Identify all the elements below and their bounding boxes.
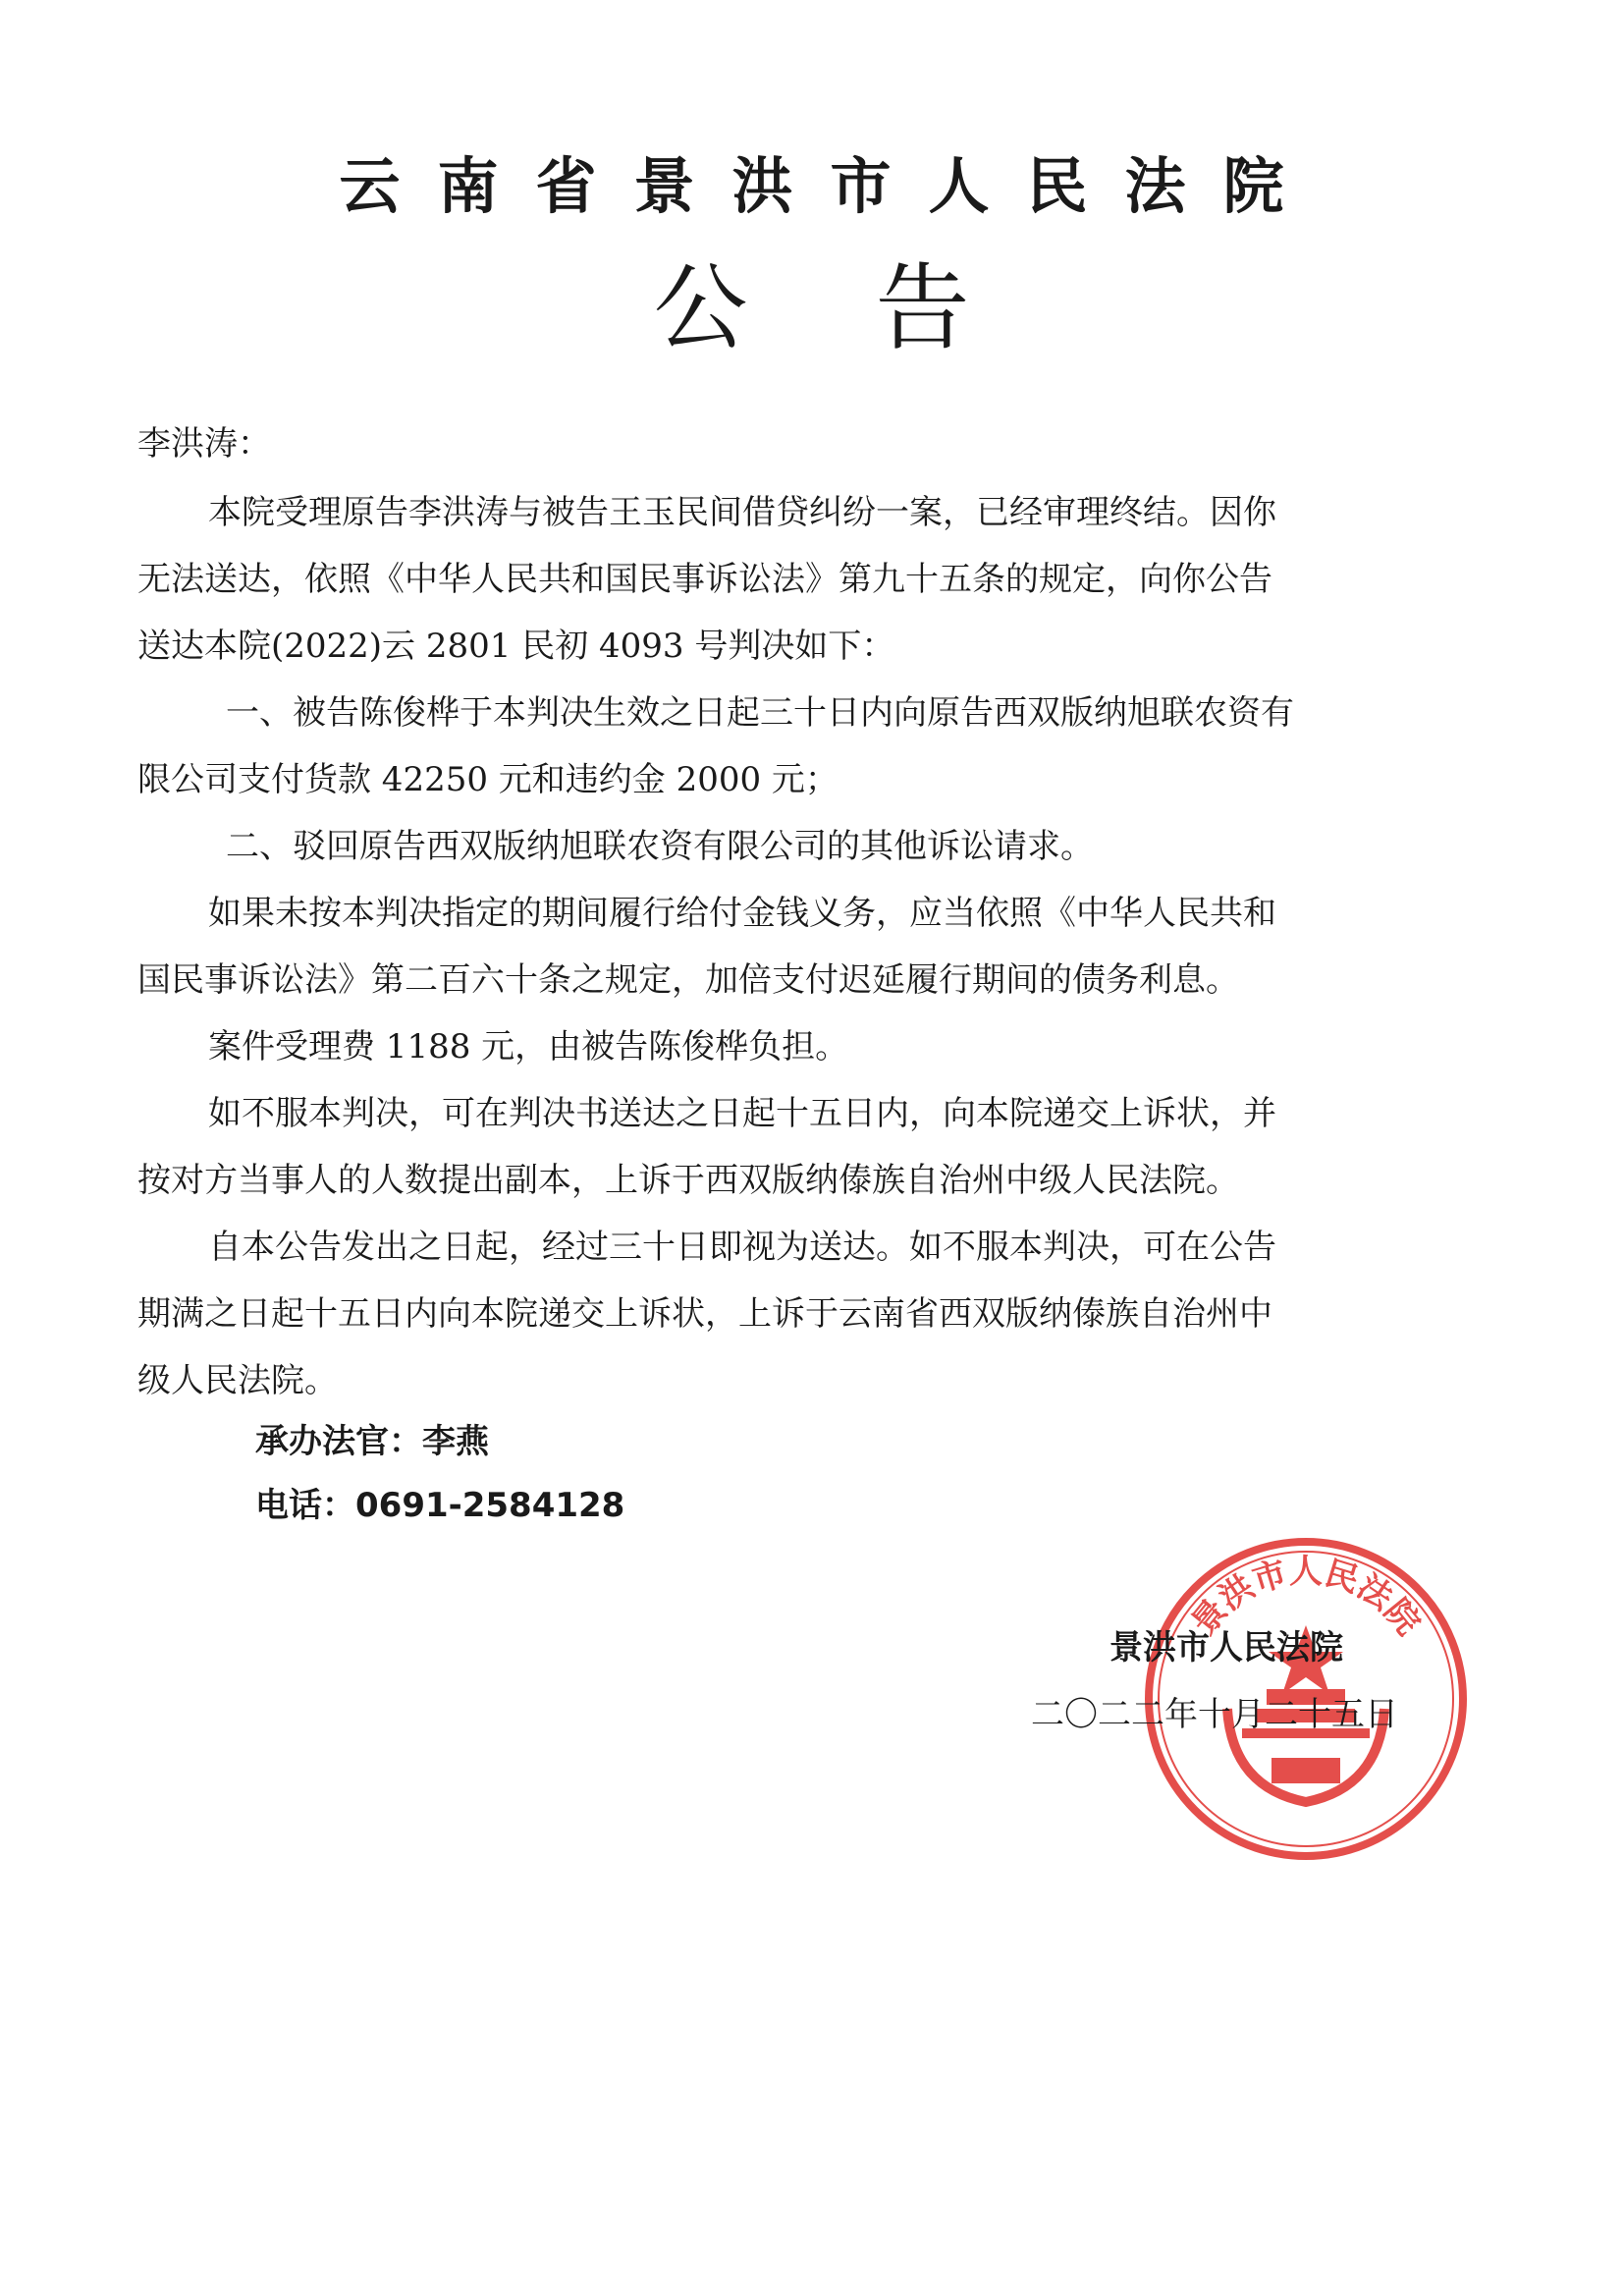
- paragraph-2-line-2: 国民事诉讼法》第二百六十条之规定，加倍支付迟延履行期间的债务利息。: [137, 960, 1239, 1000]
- salutation-text: 李洪涛：: [137, 424, 271, 464]
- judgment-2: 二、驳回原告西双版纳旭联农资有限公司的其他诉讼请求。: [226, 827, 1094, 866]
- paragraph-4-line-1: 如不服本判决，可在判决书送达之日起十五日内，向本院递交上诉状，并: [208, 1094, 1276, 1133]
- paragraph-5-line-1: 自本公告发出之日起，经过三十日即视为送达。如不服本判决，可在公告: [208, 1228, 1276, 1267]
- paragraph-2-line-1: 如果未按本判决指定的期间履行给付金钱义务，应当依照《中华人民共和: [208, 894, 1276, 933]
- document-type-heading: 公告: [653, 253, 1098, 363]
- paragraph-3: 案件受理费 1188 元，由被告陈俊桦负担。: [208, 1027, 849, 1066]
- signature-date: 二〇二二年十月二十五日: [1031, 1695, 1398, 1734]
- paragraph-4-line-2: 按对方当事人的人数提出副本，上诉于西双版纳傣族自治州中级人民法院。: [137, 1161, 1239, 1200]
- salutation: [137, 410, 1453, 477]
- paragraph-5-line-3: 级人民法院。: [137, 1361, 338, 1400]
- seal-text: 景洪市人民法院: [1184, 1552, 1428, 1643]
- court-name-heading: 云南省景洪市人民法院: [339, 150, 1322, 222]
- judge-name: 承办法官：李燕: [255, 1422, 489, 1461]
- paragraph-1-line-1: 本院受理原告李洪涛与被告王玉民间借贷纠纷一案，已经审理终结。因你: [208, 493, 1276, 532]
- notice-body: [137, 479, 1453, 1414]
- phone-number: 电话：0691-2584128: [255, 1486, 625, 1525]
- judgment-1-line-2: 限公司支付货款 42250 元和违约金 2000 元；: [137, 760, 839, 799]
- paragraph-1-line-2: 无法送达，依照《中华人民共和国民事诉讼法》第九十五条的规定，向你公告: [137, 560, 1272, 599]
- paragraph-1-line-3: 送达本院(2022)云 2801 民初 4093 号判决如下：: [137, 627, 895, 666]
- judgment-1-line-1: 一、被告陈俊桦于本判决生效之日起三十日内向原告西双版纳旭联农资有: [226, 693, 1294, 733]
- signature-court-name: 景洪市人民法院: [1109, 1628, 1343, 1667]
- paragraph-5-line-2: 期满之日起十五日内向本院递交上诉状，上诉于云南省西双版纳傣族自治州中: [137, 1294, 1272, 1334]
